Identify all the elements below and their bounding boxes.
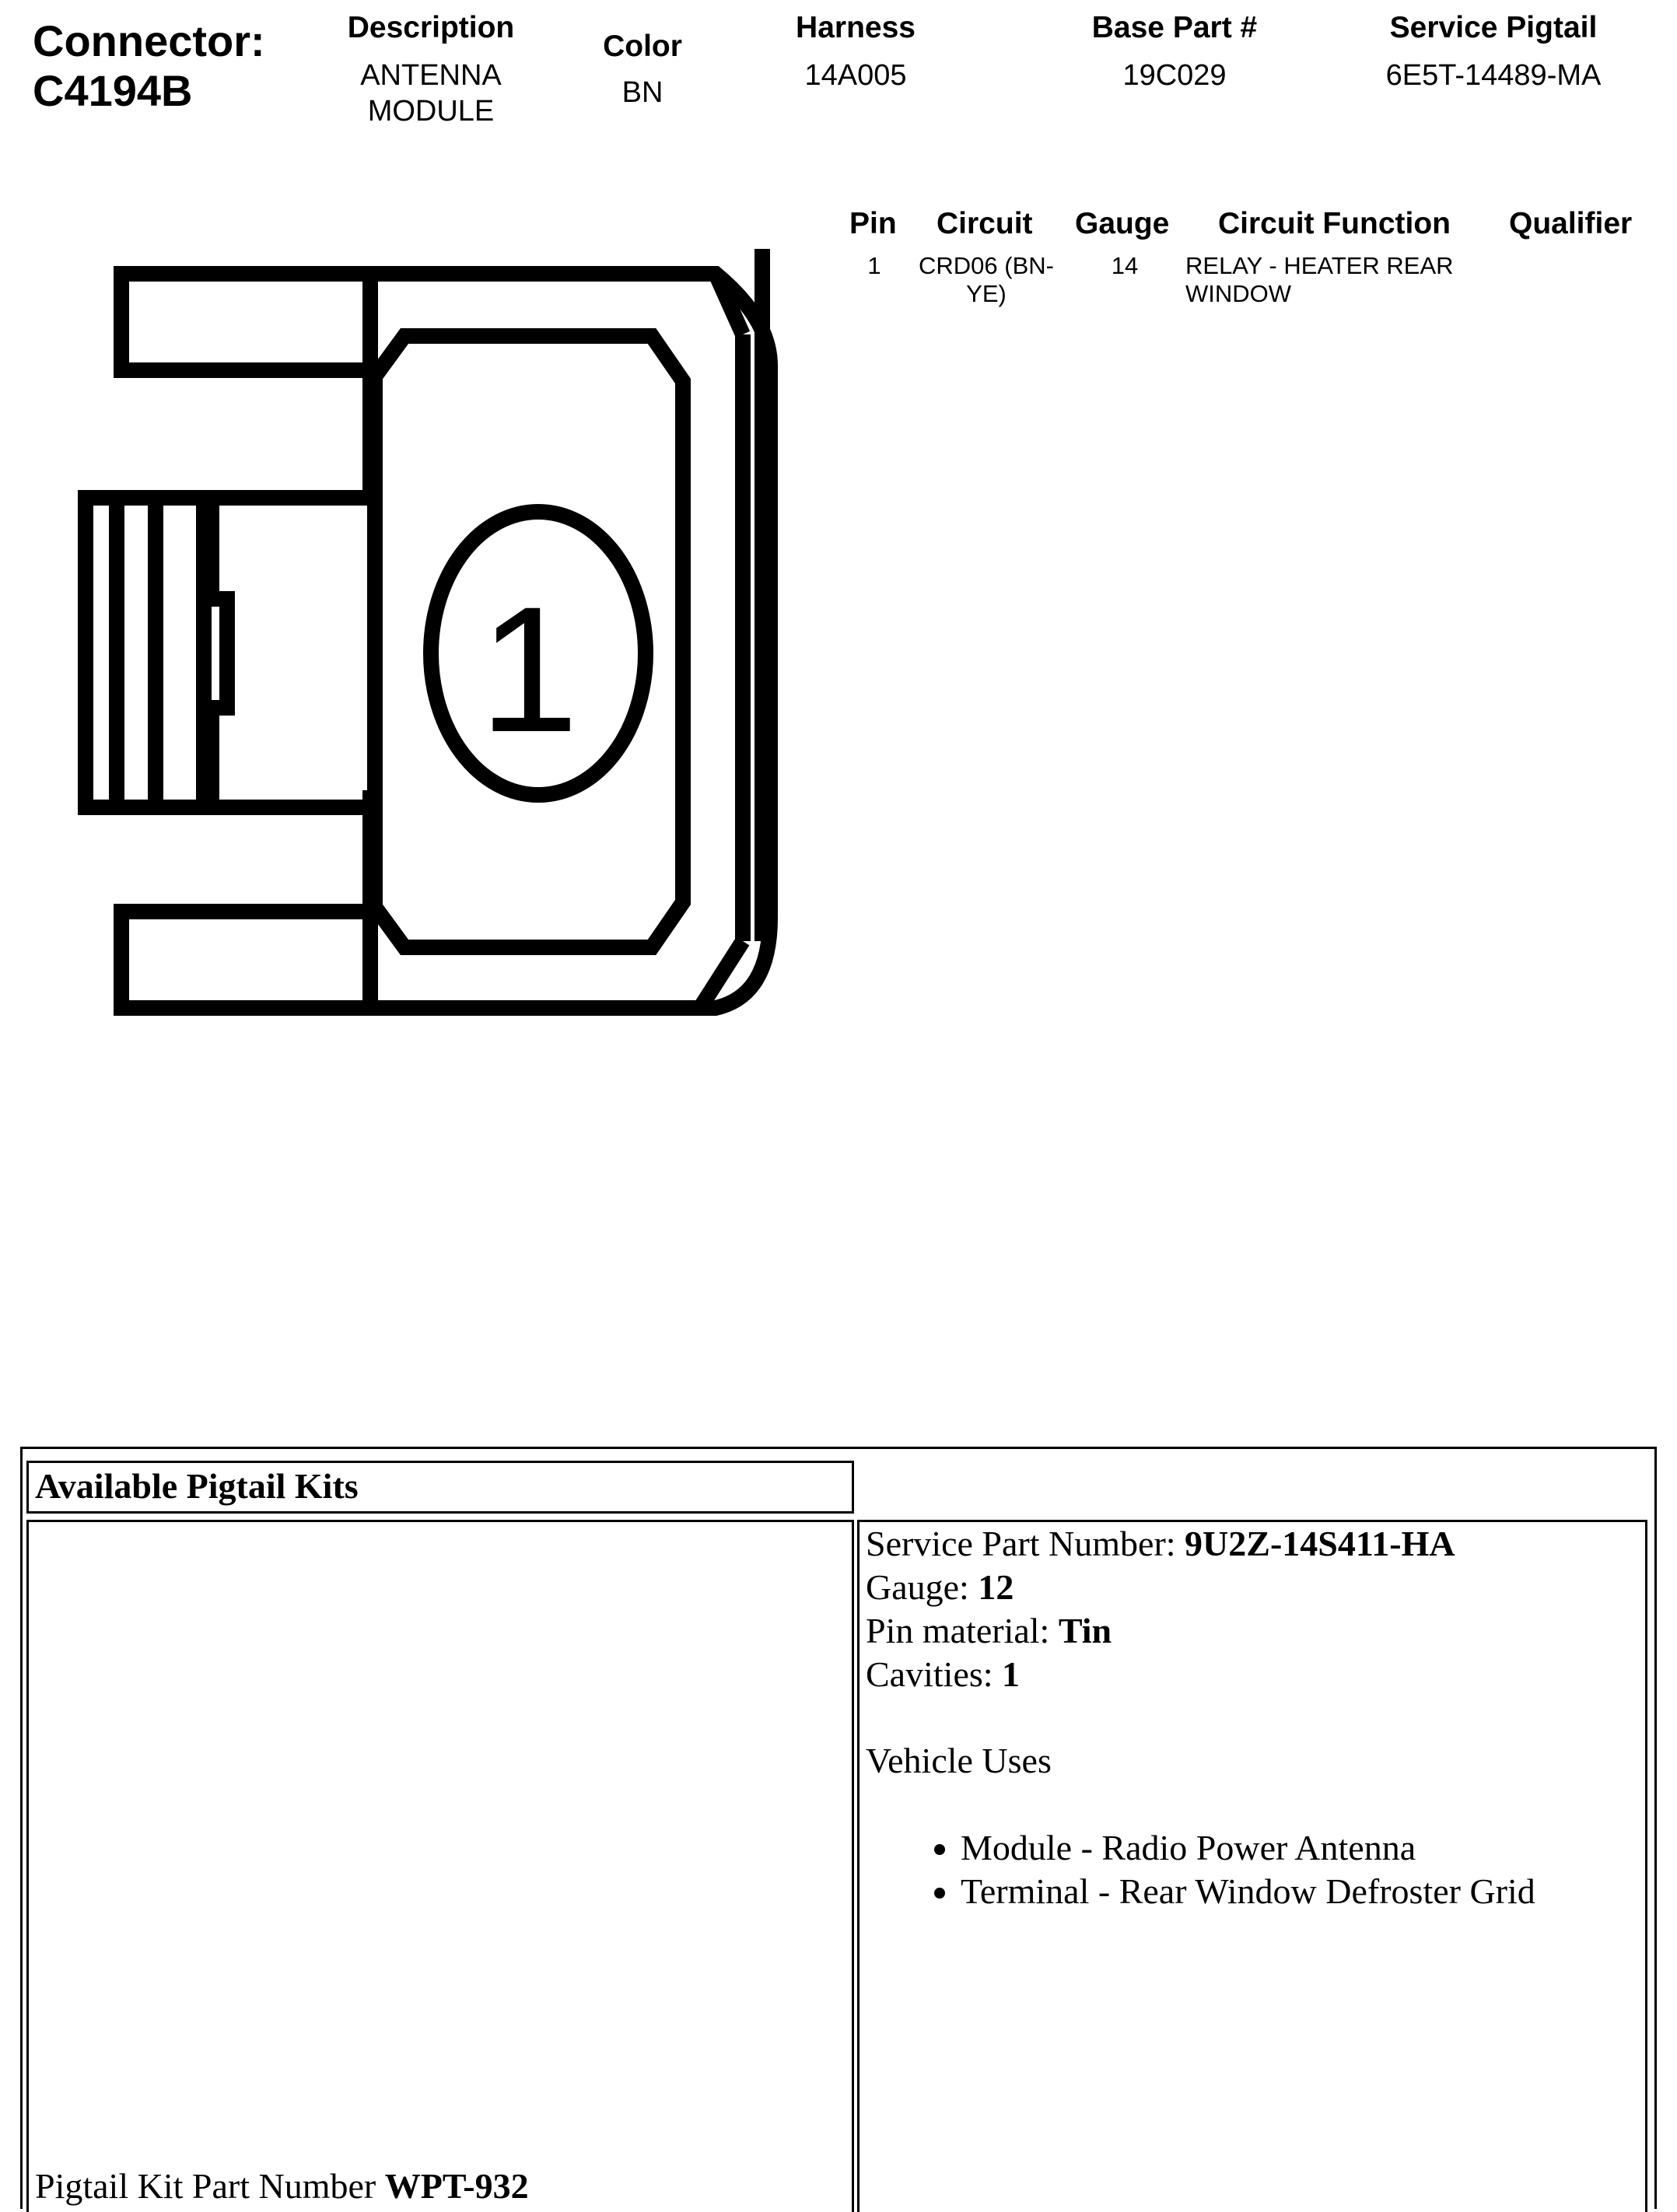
upper-tab [121, 274, 370, 370]
vehicle-uses-title: Vehicle Uses [866, 1741, 1052, 1780]
pin-number-label: 1 [479, 569, 579, 769]
pigtail-kit-title: Available Pigtail Kits [26, 1461, 854, 1514]
base-part-label: Base Part # [1091, 11, 1258, 44]
pin-header: Pin [849, 207, 897, 240]
gauge-cell: 14 [1111, 252, 1139, 279]
harness-value: 14A005 [804, 59, 907, 92]
connector-label: Connector: [33, 16, 265, 65]
pigtail-kit-details-cell [857, 1520, 1647, 2212]
cavities-line [866, 1653, 1645, 1696]
service-part-value: 9U2Z-14S411-HA [1185, 1524, 1455, 1563]
vehicle-uses-list [866, 1826, 1645, 1913]
gauge-line [866, 1566, 1645, 1609]
service-pigtail-label: Service Pigtail [1389, 11, 1598, 44]
list-item: • Module - Radio Power Antenna [961, 1826, 1645, 1870]
kit-gauge-value: 12 [978, 1567, 1014, 1607]
circuit-header: Circuit [937, 207, 1033, 240]
pin-material-line [866, 1609, 1645, 1653]
connector-id: C4194B [33, 66, 193, 115]
circuit-function-cell: RELAY - HEATER REAR WINDOW [1185, 252, 1454, 307]
lower-tab [121, 912, 370, 1008]
cavities-label: Cavities: [866, 1654, 1003, 1694]
cavities-value: 1 [1002, 1654, 1021, 1694]
circuit-cell: CRD06 (BN- YE) [919, 252, 1054, 307]
pigtail-kit-part-value: WPT-932 [384, 2166, 529, 2206]
pin-material-label: Pin material: [866, 1611, 1059, 1650]
base-part-value: 19C029 [1122, 59, 1227, 92]
list-item: • Terminal - Rear Window Defroster Grid [961, 1870, 1645, 1913]
pigtail-kit-part-label: Pigtail Kit Part Number [35, 2166, 385, 2206]
pigtail-kit-image-cell [26, 1520, 854, 2212]
description-value: ANTENNA MODULE [360, 59, 502, 128]
pin-cell: 1 [867, 252, 881, 279]
qualifier-header: Qualifier [1509, 207, 1633, 240]
color-value: BN [621, 76, 663, 109]
pigtail-kit-part-line [35, 2165, 529, 2208]
description-label: Description [347, 11, 515, 44]
gauge-header: Gauge [1075, 207, 1170, 240]
connector-diagram [0, 249, 801, 1058]
service-part-label: Service Part Number: [866, 1524, 1185, 1563]
color-label: Color [603, 30, 682, 63]
service-part-line [866, 1522, 1645, 1566]
kit-gauge-label: Gauge: [866, 1567, 979, 1607]
harness-label: Harness [796, 11, 916, 44]
circuit-function-header: Circuit Function [1218, 207, 1451, 240]
pin-material-value: Tin [1058, 1611, 1112, 1650]
service-pigtail-value: 6E5T-14489-MA [1385, 59, 1602, 92]
